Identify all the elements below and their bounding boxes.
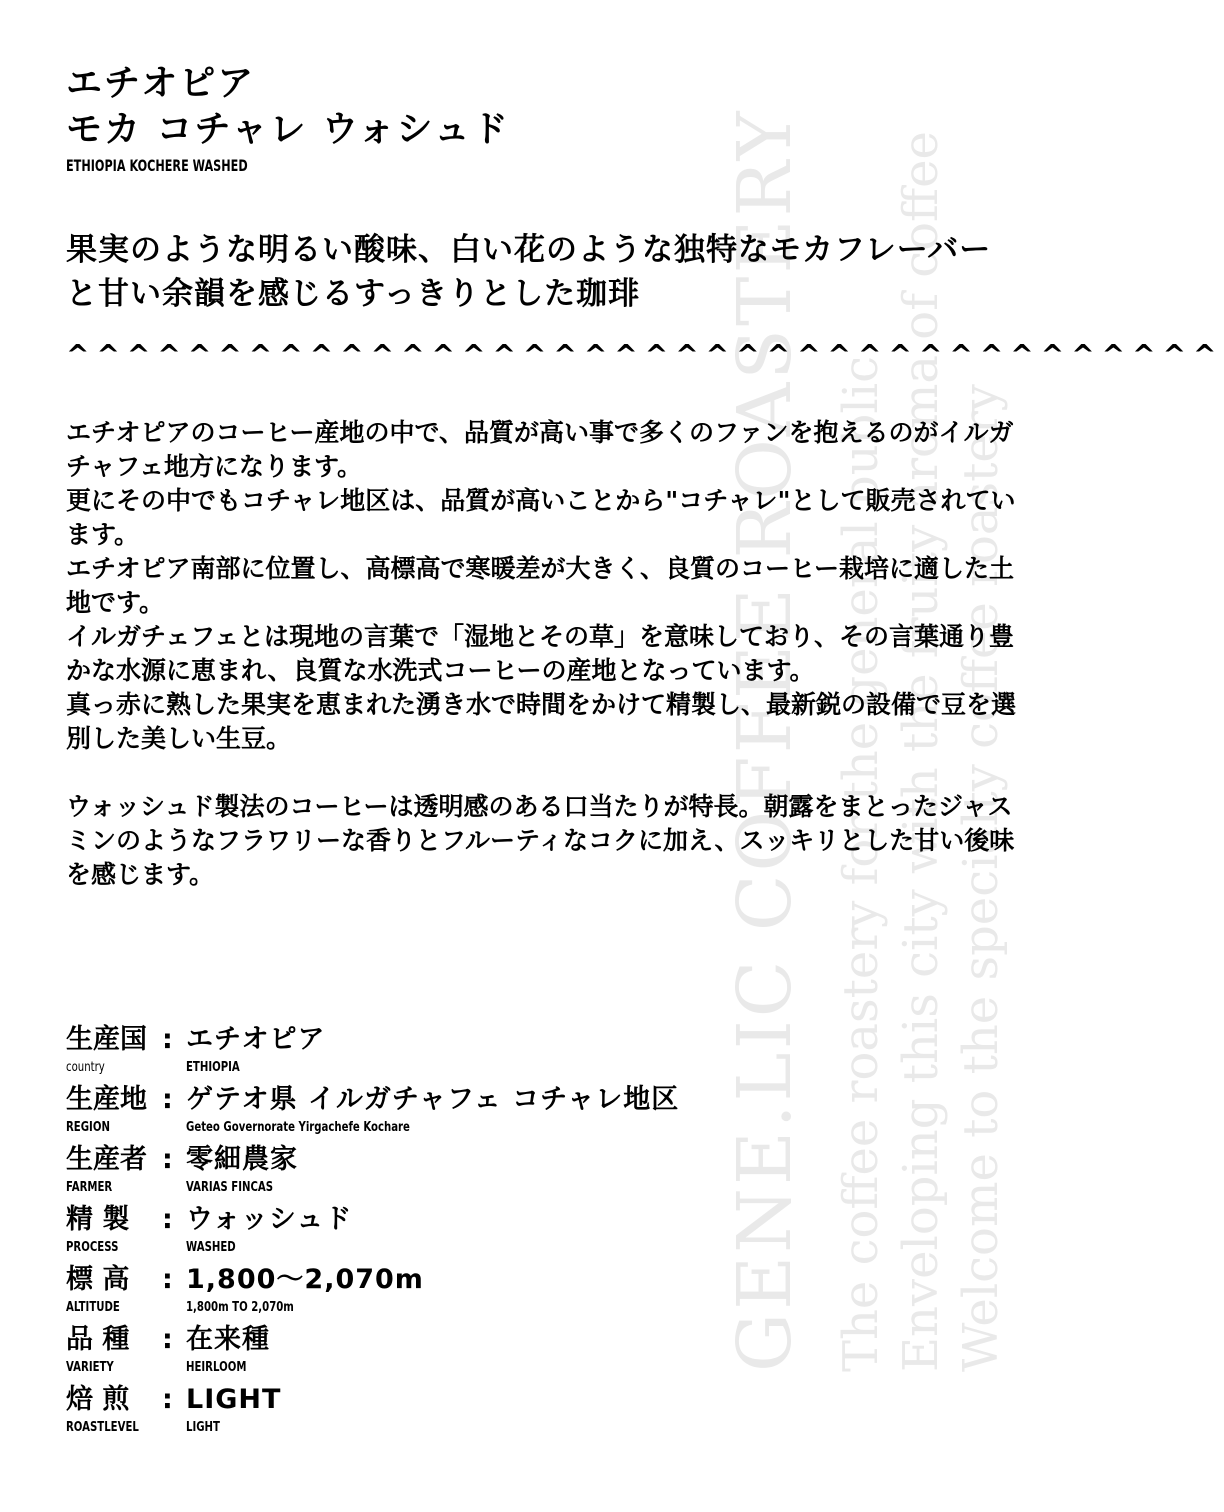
spec-sub-value: HEIRLOOM — [186, 1360, 247, 1375]
spec-row-region — [66, 1080, 966, 1140]
spec-value: ゲテオ県 イルガチャフェ コチャレ地区 — [186, 1084, 680, 1115]
description-paragraph: 更にその中でもコチャレ地区は、品質が高いことから"コチャレ"として販売されています。 — [66, 486, 1016, 549]
spec-colon: : — [162, 1204, 173, 1235]
spec-sub-label: REGION — [66, 1120, 110, 1135]
spec-colon: : — [162, 1024, 173, 1055]
product-title-english: ETHIOPIA KOCHERE WASHED — [66, 156, 248, 175]
spec-sub-label: country — [66, 1060, 105, 1075]
description-paragraph: エチオピアのコーヒー産地の中で、品質が高い事で多くのファンを抱えるのがイルガチャフェ地方になります。 — [66, 418, 1014, 481]
spec-sub-label: PROCESS — [66, 1240, 119, 1255]
spec-colon: : — [162, 1384, 173, 1415]
spec-row-altitude — [66, 1260, 966, 1320]
description-paragraph: イルガチェフェとは現地の言葉で「湿地とその草」を意味しており、その言葉通り豊かな水源に恵まれ、良質な水洗式コーヒーの産地となっています。 — [66, 622, 1015, 685]
spec-value: 1,800～2,070m — [186, 1264, 424, 1295]
spec-value: エチオピア — [186, 1024, 326, 1055]
spec-colon: : — [162, 1264, 173, 1295]
spec-label: 焙 煎 — [66, 1384, 130, 1415]
spec-row-farmer — [66, 1140, 966, 1200]
spec-value: LIGHT — [186, 1384, 282, 1415]
spec-colon: : — [162, 1324, 173, 1355]
product-title-line-1: エチオピア — [66, 63, 256, 104]
watermark-line-3: Welcome to the specialty coffee roastery — [953, 384, 1009, 1372]
spec-sub-label: VARIETY — [66, 1360, 114, 1375]
spec-sub-value: 1,800m TO 2,070m — [186, 1300, 294, 1315]
caret-divider: ^^^^^^^^^^^^^^^^^^^^^^^^^^^^^^^^^^^^^^ — [66, 338, 1224, 371]
spec-sub-value: VARIAS FINCAS — [186, 1180, 274, 1195]
spec-row-roast — [66, 1380, 966, 1440]
tagline: 果実のような明るい酸味、白い花のような独特なモカフレーバーと甘い余韻を感じるすっきりとした珈琲 — [66, 232, 992, 312]
spec-row-process — [66, 1200, 966, 1260]
product-title-line-2: モカ コチャレ ウォシュド — [66, 109, 510, 150]
description-paragraph: エチオピア南部に位置し、高標高で寒暖差が大きく、良質のコーヒー栽培に適した土地です。 — [66, 554, 1015, 617]
watermark-brand: GENE.LIC COFFEE ROASTERY — [722, 108, 808, 1372]
spec-label: 生産地 — [66, 1084, 147, 1115]
spec-row-variety — [66, 1320, 966, 1380]
spec-label: 精 製 — [66, 1204, 130, 1235]
spec-value: ウォッシュド — [186, 1204, 353, 1235]
spec-value: 在来種 — [186, 1324, 270, 1355]
spec-sub-value: ETHIOPIA — [186, 1060, 240, 1075]
spec-sub-value: Geteo Governorate Yirgachefe Kochare — [186, 1120, 410, 1135]
spec-label: 生産国 — [66, 1024, 147, 1055]
spec-sub-value: LIGHT — [186, 1420, 220, 1435]
description-paragraph: 真っ赤に熟した果実を恵まれた湧き水で時間をかけて精製し、最新鋭の設備で豆を選別した美しい生豆。 — [66, 690, 1017, 753]
spec-list — [66, 1020, 966, 1440]
spec-colon: : — [162, 1144, 173, 1175]
watermark-line-2: Enveloping this city with the fruity aroma of coffee — [893, 131, 949, 1372]
spec-colon: : — [162, 1084, 173, 1115]
watermark-line-1: The coffee roastery for the general public — [833, 356, 889, 1372]
spec-sub-label: ALTITUDE — [66, 1300, 120, 1315]
spec-sub-label: FARMER — [66, 1180, 113, 1195]
spec-label: 標 高 — [66, 1264, 130, 1295]
spec-sub-value: WASHED — [186, 1240, 236, 1255]
spec-value: 零細農家 — [186, 1144, 298, 1175]
spec-label: 生産者 — [66, 1144, 147, 1175]
spec-sub-label: ROASTLEVEL — [66, 1420, 139, 1435]
spec-row-country — [66, 1020, 966, 1080]
description — [66, 416, 1016, 892]
description-paragraph: ウォッシュド製法のコーヒーは透明感のある口当たりが特長。朝露をまとったジャスミンのようなフラワリーな香りとフルーティなコクに加え、スッキリとした甘い後味を感じます。 — [66, 792, 1015, 889]
spec-label: 品 種 — [66, 1324, 130, 1355]
